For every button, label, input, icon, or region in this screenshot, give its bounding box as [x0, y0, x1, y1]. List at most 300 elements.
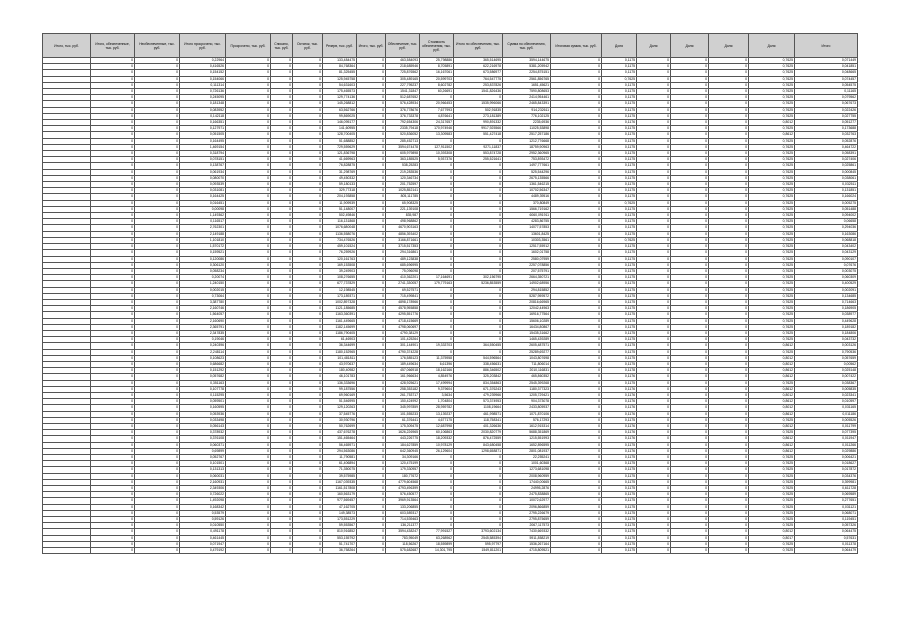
table-cell[interactable]: 0,023341	[795, 392, 858, 398]
table-cell[interactable]: 0	[637, 82, 671, 88]
table-cell[interactable]: 2254,875151	[503, 70, 551, 76]
table-cell[interactable]: 0	[454, 231, 503, 237]
table-cell[interactable]: 0	[135, 405, 180, 411]
table-cell[interactable]: 0	[671, 144, 709, 150]
table-cell[interactable]: 0,1175	[602, 318, 637, 324]
table-cell[interactable]: 0	[637, 423, 671, 429]
table-cell[interactable]: 0	[271, 82, 293, 88]
table-cell[interactable]: 0	[671, 182, 709, 188]
table-cell[interactable]: 0	[135, 95, 180, 101]
table-cell[interactable]: 15606,10289	[503, 318, 551, 324]
table-cell[interactable]: 0,033498	[180, 417, 226, 423]
table-cell[interactable]: 0	[293, 120, 323, 126]
table-cell[interactable]: 0	[357, 374, 386, 380]
table-cell[interactable]: 0,059501	[180, 399, 226, 405]
table-cell[interactable]: 0	[226, 70, 271, 76]
table-cell[interactable]: 0	[671, 523, 709, 529]
table-cell[interactable]: 16434,80867	[503, 324, 551, 330]
table-cell[interactable]: 0,064475	[795, 529, 858, 535]
table-cell[interactable]: 0,8612	[749, 343, 795, 349]
table-cell[interactable]: 0	[420, 318, 454, 324]
table-cell[interactable]: 0,181348	[180, 101, 226, 107]
table-cell[interactable]: 0	[271, 405, 293, 411]
table-cell[interactable]: 0	[637, 76, 671, 82]
table-cell[interactable]: 0	[551, 467, 602, 473]
table-cell[interactable]: 0	[135, 417, 180, 423]
table-cell[interactable]: 0	[135, 361, 180, 367]
table-cell[interactable]: 0	[293, 430, 323, 436]
table-cell[interactable]: 0	[226, 225, 271, 231]
table-cell[interactable]: 0,1175	[602, 231, 637, 237]
table-cell[interactable]: 28,959782	[420, 405, 454, 411]
table-cell[interactable]: 9917,925566	[454, 126, 503, 132]
table-cell[interactable]: 0	[271, 417, 293, 423]
table-cell[interactable]: 0	[135, 132, 180, 138]
table-cell[interactable]: 0,131313	[180, 467, 226, 473]
table-cell[interactable]: 0	[226, 244, 271, 250]
table-cell[interactable]: 218,685946	[386, 64, 420, 70]
table-cell[interactable]: 0	[637, 349, 671, 355]
table-cell[interactable]: 2795,226679	[503, 510, 551, 516]
table-cell[interactable]: 0	[420, 324, 454, 330]
table-cell[interactable]: 0,7625	[749, 231, 795, 237]
table-cell[interactable]: 0	[91, 58, 135, 64]
table-cell[interactable]: 0	[135, 461, 180, 467]
table-cell[interactable]: 0	[671, 479, 709, 485]
table-cell[interactable]: 0,107778	[180, 386, 226, 392]
table-cell[interactable]: 459,101524	[323, 244, 357, 250]
table-cell[interactable]: 0	[637, 504, 671, 510]
table-cell[interactable]: 4715,809521	[503, 548, 551, 554]
table-cell[interactable]: 0	[709, 473, 749, 479]
table-cell[interactable]: 0	[135, 138, 180, 144]
table-cell[interactable]: 0	[671, 448, 709, 454]
table-cell[interactable]: 0,7625	[749, 64, 795, 70]
table-cell[interactable]: 0	[420, 299, 454, 305]
table-cell[interactable]: 0,006421	[795, 455, 858, 461]
table-cell[interactable]: 0	[293, 89, 323, 95]
table-cell[interactable]: 0,043402	[795, 244, 858, 250]
table-cell[interactable]: 0	[420, 312, 454, 318]
table-cell[interactable]: 0	[91, 479, 135, 485]
table-cell[interactable]: 0	[226, 548, 271, 554]
table-cell[interactable]: 0,306120	[180, 262, 226, 268]
table-cell[interactable]: 0,7625	[749, 417, 795, 423]
table-cell[interactable]: 0	[226, 126, 271, 132]
table-cell[interactable]: 0	[709, 492, 749, 498]
table-cell[interactable]: 0	[226, 188, 271, 194]
table-cell[interactable]: 0,1175	[602, 70, 637, 76]
table-cell[interactable]: 0,1175	[602, 126, 637, 132]
table-cell[interactable]: 0	[551, 448, 602, 454]
table-cell[interactable]: 1536,267164	[503, 541, 551, 547]
table-cell[interactable]: 2545,585394	[454, 535, 503, 541]
table-cell[interactable]: 783,95049	[386, 535, 420, 541]
table-cell[interactable]: 715,499841	[386, 293, 420, 299]
table-cell[interactable]: 0	[357, 188, 386, 194]
table-cell[interactable]: 0	[551, 368, 602, 374]
table-cell[interactable]: 0	[671, 411, 709, 417]
table-cell[interactable]: 0	[551, 200, 602, 206]
table-cell[interactable]: 0,1175	[602, 163, 637, 169]
table-cell[interactable]: 302,156795	[454, 275, 503, 281]
table-cell[interactable]: 0	[709, 213, 749, 219]
table-cell[interactable]: 56,465971	[323, 442, 357, 448]
table-cell[interactable]: 0,018627	[795, 461, 858, 467]
table-cell[interactable]: 465,860352	[503, 374, 551, 380]
table-cell[interactable]: 677,737829	[323, 281, 357, 287]
table-cell[interactable]: 0	[551, 101, 602, 107]
table-cell[interactable]: 0	[135, 169, 180, 175]
table-cell[interactable]: 0	[226, 467, 271, 473]
table-cell[interactable]: 0	[709, 107, 749, 113]
table-cell[interactable]: 0	[357, 250, 386, 256]
table-cell[interactable]: 0	[709, 510, 749, 516]
table-cell[interactable]: 36,758264	[323, 548, 357, 554]
table-cell[interactable]: 179,330957	[386, 467, 420, 473]
table-cell[interactable]: 151,465464	[323, 436, 357, 442]
table-cell[interactable]: 0	[226, 237, 271, 243]
column-header[interactable]: Сумма по обеспечению, тыс. руб.	[503, 34, 551, 58]
table-cell[interactable]: 0	[135, 89, 180, 95]
table-cell[interactable]: 0	[293, 423, 323, 429]
table-cell[interactable]: 0,1175	[602, 355, 637, 361]
table-cell[interactable]: 0	[671, 349, 709, 355]
table-cell[interactable]: 595,97797	[454, 541, 503, 547]
table-cell[interactable]: 0,1175	[602, 361, 637, 367]
table-cell[interactable]: 0	[551, 95, 602, 101]
table-cell[interactable]: 0	[637, 306, 671, 312]
table-cell[interactable]: 0	[293, 386, 323, 392]
table-cell[interactable]: 51,688852	[323, 138, 357, 144]
table-cell[interactable]: 150,424992	[386, 399, 420, 405]
table-cell[interactable]: 0	[709, 343, 749, 349]
table-cell[interactable]: 0	[709, 157, 749, 163]
table-cell[interactable]: 0	[271, 361, 293, 367]
table-cell[interactable]: 0	[357, 442, 386, 448]
table-cell[interactable]: 0	[91, 442, 135, 448]
table-cell[interactable]: 0	[357, 287, 386, 293]
table-cell[interactable]: 1182,145699	[323, 324, 357, 330]
table-cell[interactable]: 0	[420, 467, 454, 473]
table-cell[interactable]: 0	[135, 442, 180, 448]
table-cell[interactable]: 0	[293, 213, 323, 219]
table-cell[interactable]: 0	[637, 213, 671, 219]
table-cell[interactable]: 0	[637, 169, 671, 175]
table-cell[interactable]: 0	[551, 231, 602, 237]
table-cell[interactable]: 0	[293, 219, 323, 225]
table-cell[interactable]: 0	[357, 225, 386, 231]
table-cell[interactable]: 0	[454, 492, 503, 498]
table-cell[interactable]: 10702,56347	[503, 188, 551, 194]
table-cell[interactable]: 0	[293, 268, 323, 274]
table-cell[interactable]: 0	[551, 343, 602, 349]
column-header[interactable]: Необеспеченные, тыс. руб.	[135, 34, 180, 58]
table-cell[interactable]: 219,283536	[386, 169, 420, 175]
table-cell[interactable]: 180,77672	[386, 473, 420, 479]
table-cell[interactable]: 0	[357, 144, 386, 150]
table-cell[interactable]: 0	[551, 535, 602, 541]
table-cell[interactable]: 0	[271, 374, 293, 380]
table-cell[interactable]: 0	[226, 355, 271, 361]
table-cell[interactable]: 0,7625	[749, 268, 795, 274]
table-cell[interactable]: 5236,853559	[454, 281, 503, 287]
table-cell[interactable]: 0	[671, 101, 709, 107]
table-cell[interactable]: 3594,674478	[386, 144, 420, 150]
table-cell[interactable]: 0	[135, 101, 180, 107]
table-cell[interactable]: 129,774136	[323, 95, 357, 101]
table-cell[interactable]: 2414,954461	[503, 95, 551, 101]
table-cell[interactable]: 2010,116831	[503, 368, 551, 374]
table-cell[interactable]: 0	[671, 417, 709, 423]
table-cell[interactable]: 4,876641	[420, 113, 454, 119]
table-cell[interactable]: 0	[671, 517, 709, 523]
table-cell[interactable]: 0	[271, 548, 293, 554]
table-cell[interactable]: 0,7625	[749, 101, 795, 107]
table-cell[interactable]: 0	[91, 330, 135, 336]
table-cell[interactable]: 0	[293, 76, 323, 82]
table-cell[interactable]: 0	[357, 504, 386, 510]
table-cell[interactable]: 0,07676	[795, 262, 858, 268]
table-cell[interactable]: 0	[709, 498, 749, 504]
table-cell[interactable]: 0	[420, 213, 454, 219]
table-cell[interactable]: 0	[551, 206, 602, 212]
table-cell[interactable]: 0	[91, 101, 135, 107]
table-cell[interactable]: 10,978129	[420, 442, 454, 448]
column-header[interactable]: Просрочено, тыс. руб.	[226, 34, 271, 58]
table-cell[interactable]: 0	[709, 293, 749, 299]
table-cell[interactable]: 0,7625	[749, 312, 795, 318]
column-header[interactable]: Доля	[671, 34, 709, 58]
table-cell[interactable]: 1071,870106	[503, 411, 551, 417]
table-cell[interactable]: 0	[226, 256, 271, 262]
table-cell[interactable]: 0	[91, 76, 135, 82]
table-cell[interactable]: 0,1175	[602, 541, 637, 547]
table-cell[interactable]: 0	[293, 461, 323, 467]
table-cell[interactable]: 0,7625	[749, 250, 795, 256]
table-cell[interactable]: 0,399981	[795, 479, 858, 485]
table-cell[interactable]: 0	[551, 380, 602, 386]
table-cell[interactable]: 0	[226, 206, 271, 212]
table-cell[interactable]: 0	[357, 455, 386, 461]
table-cell[interactable]: 0	[293, 287, 323, 293]
table-cell[interactable]: 0	[135, 330, 180, 336]
table-cell[interactable]: 0	[271, 64, 293, 70]
table-cell[interactable]: 128,700405	[323, 132, 357, 138]
table-cell[interactable]: 0	[637, 237, 671, 243]
table-cell[interactable]: 1215,551993	[503, 436, 551, 442]
table-cell[interactable]: 0	[551, 486, 602, 492]
table-cell[interactable]: 0	[454, 312, 503, 318]
table-cell[interactable]: 0	[271, 492, 293, 498]
table-cell[interactable]: 0,7625	[749, 237, 795, 243]
table-cell[interactable]: 753,893472	[503, 157, 551, 163]
table-cell[interactable]: 525,544296	[503, 169, 551, 175]
table-cell[interactable]: 0	[709, 256, 749, 262]
table-cell[interactable]: 0,1175	[602, 510, 637, 516]
table-cell[interactable]: 0	[357, 126, 386, 132]
table-cell[interactable]: 0	[709, 237, 749, 243]
table-cell[interactable]: 0,134685	[795, 293, 858, 299]
table-cell[interactable]: 489,123838	[386, 256, 420, 262]
table-cell[interactable]: 0,078151	[180, 157, 226, 163]
table-cell[interactable]: 0	[226, 262, 271, 268]
table-cell[interactable]: 0	[357, 399, 386, 405]
table-cell[interactable]: 0,7625	[749, 82, 795, 88]
table-cell[interactable]: 0	[271, 386, 293, 392]
table-cell[interactable]: 0	[226, 473, 271, 479]
table-cell[interactable]: 0,057659	[795, 355, 858, 361]
table-cell[interactable]: 0,7625	[602, 200, 637, 206]
table-cell[interactable]: 0,1175	[602, 330, 637, 336]
table-cell[interactable]: 0,011186	[795, 411, 858, 417]
table-cell[interactable]: 0	[271, 244, 293, 250]
table-cell[interactable]: 0	[357, 349, 386, 355]
table-cell[interactable]: 0	[709, 374, 749, 380]
table-cell[interactable]: 285,452713	[386, 138, 420, 144]
table-cell[interactable]: 0	[271, 138, 293, 144]
table-cell[interactable]: 479,239966	[454, 392, 503, 398]
table-cell[interactable]: 0	[454, 467, 503, 473]
table-cell[interactable]: 0	[135, 126, 180, 132]
table-cell[interactable]: 0	[293, 442, 323, 448]
table-cell[interactable]: 0	[671, 58, 709, 64]
table-cell[interactable]: 0,184806	[795, 330, 858, 336]
table-cell[interactable]: 1273,681098	[503, 467, 551, 473]
table-cell[interactable]: 0	[91, 287, 135, 293]
table-cell[interactable]: 0	[709, 169, 749, 175]
table-cell[interactable]: 0,1175	[602, 479, 637, 485]
table-cell[interactable]: 671,376243	[454, 386, 503, 392]
table-cell[interactable]: 0	[271, 399, 293, 405]
table-cell[interactable]: 553,874728	[454, 151, 503, 157]
table-cell[interactable]: 0	[709, 299, 749, 305]
table-cell[interactable]: 0,005835	[795, 386, 858, 392]
table-cell[interactable]: 25,798886	[420, 58, 454, 64]
table-cell[interactable]: 0	[454, 455, 503, 461]
table-cell[interactable]: 0	[551, 287, 602, 293]
table-cell[interactable]: 0	[454, 504, 503, 510]
table-cell[interactable]: 0	[637, 182, 671, 188]
table-cell[interactable]: 0	[420, 231, 454, 237]
table-cell[interactable]: 0	[551, 529, 602, 535]
table-cell[interactable]: 0	[357, 517, 386, 523]
table-cell[interactable]: 0	[637, 343, 671, 349]
table-cell[interactable]: 0,11165	[795, 89, 858, 95]
table-cell[interactable]: 0	[420, 337, 454, 343]
table-cell[interactable]: 0,058234	[180, 268, 226, 274]
table-cell[interactable]: 5688,351869	[503, 430, 551, 436]
table-cell[interactable]: 0	[226, 343, 271, 349]
table-cell[interactable]: 0,1175	[602, 529, 637, 535]
table-cell[interactable]: 0,116517	[180, 219, 226, 225]
table-cell[interactable]: 0	[709, 76, 749, 82]
table-cell[interactable]: 0,7625	[749, 430, 795, 436]
table-cell[interactable]: 0	[709, 430, 749, 436]
table-cell[interactable]: 0	[709, 405, 749, 411]
table-cell[interactable]: 0,7625	[749, 126, 795, 132]
table-cell[interactable]: 0	[135, 58, 180, 64]
table-cell[interactable]: 0	[135, 144, 180, 150]
table-cell[interactable]: 0	[293, 293, 323, 299]
table-cell[interactable]: 0	[454, 268, 503, 274]
table-cell[interactable]: 0	[709, 318, 749, 324]
table-cell[interactable]: 18,209332	[420, 436, 454, 442]
table-cell[interactable]: 1161,449665	[323, 318, 357, 324]
table-cell[interactable]: 30,930796	[323, 417, 357, 423]
table-cell[interactable]: 101,425264	[386, 337, 420, 343]
table-cell[interactable]: 11,790581	[323, 455, 357, 461]
table-cell[interactable]: 0	[709, 386, 749, 392]
table-cell[interactable]: 0	[709, 70, 749, 76]
table-cell[interactable]: 0,1175	[602, 262, 637, 268]
table-cell[interactable]: 0	[637, 492, 671, 498]
table-cell[interactable]: 0	[551, 541, 602, 547]
table-cell[interactable]: 0	[709, 120, 749, 126]
table-cell[interactable]: 0	[637, 510, 671, 516]
table-cell[interactable]: 0	[226, 120, 271, 126]
table-cell[interactable]: 0,060031	[180, 473, 226, 479]
table-cell[interactable]: 120,475199	[386, 461, 420, 467]
table-cell[interactable]: 0	[226, 423, 271, 429]
table-cell[interactable]: 4489,39516	[503, 194, 551, 200]
table-cell[interactable]: 0	[293, 275, 323, 281]
table-cell[interactable]: 0	[293, 157, 323, 163]
table-cell[interactable]: 0,1175	[602, 206, 637, 212]
table-cell[interactable]: 0	[637, 448, 671, 454]
table-cell[interactable]: 101,555233	[386, 411, 420, 417]
table-cell[interactable]: 0	[357, 268, 386, 274]
table-cell[interactable]: 0	[271, 479, 293, 485]
table-cell[interactable]: 0	[671, 529, 709, 535]
table-cell[interactable]: 0,034376	[795, 473, 858, 479]
table-cell[interactable]: 0	[709, 312, 749, 318]
table-cell[interactable]: 65,908325	[386, 200, 420, 206]
table-cell[interactable]: 0,1176	[602, 448, 637, 454]
table-cell[interactable]: 834,354863	[454, 380, 503, 386]
table-cell[interactable]: 0	[637, 95, 671, 101]
table-cell[interactable]: 575,682687	[386, 548, 420, 554]
table-cell[interactable]: 0	[357, 206, 386, 212]
table-cell[interactable]: 0	[293, 58, 323, 64]
table-cell[interactable]: 0	[226, 287, 271, 293]
table-cell[interactable]: 0	[357, 486, 386, 492]
table-cell[interactable]: 0	[637, 479, 671, 485]
table-cell[interactable]: 2795,875659	[503, 517, 551, 523]
table-cell[interactable]: 1167,039335	[323, 479, 357, 485]
table-cell[interactable]: 0	[293, 107, 323, 113]
table-cell[interactable]: 0	[135, 70, 180, 76]
table-cell[interactable]: 0	[91, 89, 135, 95]
table-cell[interactable]: 0	[226, 113, 271, 119]
table-cell[interactable]: 0,7625	[602, 237, 637, 243]
table-cell[interactable]: 0,1176	[602, 392, 637, 398]
table-cell[interactable]: 0	[226, 89, 271, 95]
table-cell[interactable]: 161,966634	[386, 374, 420, 380]
table-cell[interactable]: 461,998571	[454, 411, 503, 417]
table-cell[interactable]: 0	[91, 523, 135, 529]
table-cell[interactable]: 0	[357, 299, 386, 305]
table-cell[interactable]: 1612,915314	[503, 423, 551, 429]
table-cell[interactable]: 0,7625	[749, 200, 795, 206]
table-cell[interactable]: 0,7625	[749, 380, 795, 386]
table-cell[interactable]: 0	[709, 442, 749, 448]
table-cell[interactable]: 5,937376	[420, 157, 454, 163]
table-cell[interactable]: 0,005526	[795, 417, 858, 423]
table-cell[interactable]: 0	[293, 392, 323, 398]
table-cell[interactable]: 0	[637, 517, 671, 523]
table-cell[interactable]: 16,167061	[420, 70, 454, 76]
